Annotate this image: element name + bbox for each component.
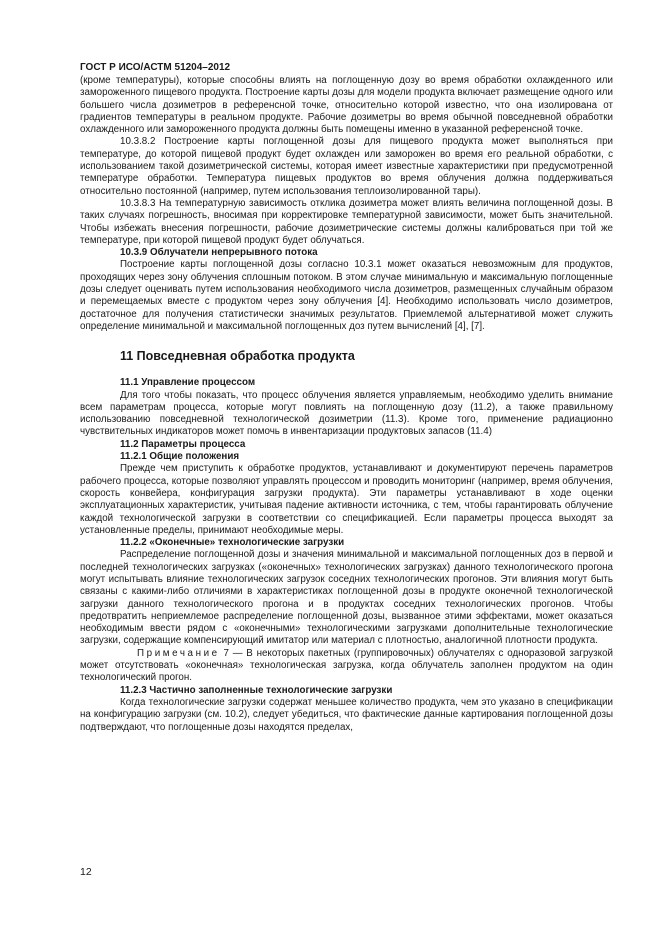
paragraph-10-3-8-2: 10.3.8.2 Построение карты поглощенной дозы для пищевого продукта может выполняться при температуре, до которой пищевой продукт будет охлажден или заморожен во время его реальной обработки, с использованием такой дозиметрической системы, которая имеет известные характеристики при предусмотренной температуре обработки. Температура пищевых продуктов во время облучения должна поддерживаться относительно постоянной (например, путем использования теплоизолированной тары).: [80, 136, 613, 197]
note-7: [80, 648, 613, 685]
paragraph-11-2-2: Распределение поглощенной дозы и значения минимальной и максимальной поглощенных доз в первой и последней технологических загрузках («оконечных» технологических загрузках) данного технологического прогона могут испытывать влияние технологических загрузок соседних технологических прогонов. Эти влияния могут быть связаны с какими-либо отличиями в характеристиках поглощенной дозы в продукте оконечной технологической загрузки данного технологического прогона и в продуктах соседних технологических прогонов. Чтобы предотвратить неприемлемое распределение поглощенной дозы, вызванное этими эффектами, может оказаться необходимым ввести рядом с «оконечными» технологическими загрузками дополнительные технологические загрузки, содержащие компенсирующий имитатор или материал с плотностью, аналогичной плотности продукта.: [80, 549, 613, 647]
paragraph-11-2-1: Прежде чем приступить к обработке продуктов, устанавливают и документируют перечень параметров рабочего процесса, которые позволяют управлять процессом и проводить мониторинг (например, время облучения, скорость конвейера, конфигурация загрузки продукта). Эти параметры устанавливают в ходе оценки эксплуатационных характеристик, учитывая падение активности источника, с тем, чтобы гарантировать облучение каждой технологической загрузки в соответствии со спецификацией. Если параметры процесса выходят за установленные пределы, принимают необходимые меры.: [80, 463, 613, 536]
heading-11-2-1: 11.2.1 Общие положения: [120, 451, 240, 463]
standard-header: ГОСТ Р ИСО/АСТМ 51204–2012: [80, 62, 231, 73]
note-text: 7 — В некоторых пакетных (группировочных) облучателях с одноразовой загрузкой может отсутствовать «оконечная» технологическая загрузка, когда облучатель заполнен продуктом на один технологический прогон.: [80, 647, 613, 684]
paragraph-11-2-3: Когда технологические загрузки содержат меньшее количество продукта, чем это указано в спецификации на конфигурацию загрузки (см. 10.2), следует убедиться, что фактические данные картирования поглощенной дозы подтверждают, что поглощенные дозы находятся пределах,: [80, 696, 613, 733]
paragraph-continuation: (кроме температуры), которые способны влиять на поглощенную дозу во время обработки охлажденного или замороженного пищевого продукта. Построение карты дозы для модели продукта включает размещение одного или большего числа дозиметров в референсной точке, относительно которой известно, что она изолирована от градиентов температуры в реальном продукте. Рабочие дозиметры во время обычной повседневной обработки охлажденного или замороженного продукта должны быть помещены именно в указанной референсной точке.: [80, 75, 613, 136]
note-label: Примечание: [137, 647, 220, 659]
heading-11-1: 11.1 Управление процессом: [120, 377, 256, 389]
heading-11-2-3: 11.2.3 Частично заполненные технологические загрузки: [120, 684, 393, 696]
paragraph-11-1: Для того чтобы показать, что процесс облучения является управляемым, необходимо уделить внимание всем параметрам процесса, которые могут повлиять на поглощенную дозу (11.2), а также правильному использованию повседневной технологической дозиметрии (11.3). Кроме того, применение радиационно чувствительных индикаторов может помочь в инвентаризации продуктовых запасов (11.4): [80, 389, 613, 438]
heading-10-3-9: 10.3.9 Облучатели непрерывного потока: [120, 247, 318, 259]
page-number: 12: [80, 866, 92, 878]
heading-11-2: 11.2 Параметры процесса: [120, 438, 246, 450]
paragraph-10-3-8-3: 10.3.8.3 На температурную зависимость отклика дозиметра может влиять величина поглощенной дозы. В таких случаях погрешность, вносимая при корректировке температурной зависимости, может быть значительной. Чтобы избежать внесения погрешности, рабочие дозиметрические системы должны калиброваться при той же температуре, при которой пищевой продукт будет облучаться.: [80, 197, 613, 246]
heading-11-2-2: 11.2.2 «Оконечные» технологические загрузки: [120, 537, 345, 549]
section-title-11: 11 Повседневная обработка продукта: [120, 349, 355, 364]
paragraph-10-3-9: Построение карты поглощенной дозы согласно 10.3.1 может оказаться невозможным для продуктов, проходящих через зону облучения сплошным потоком. В этом случае минимальную и максимальную поглощенные дозы следует оценивать путем использования необходимого числа дозиметров, размещенных случайным образом и перемещаемых вместе с продуктом через зону облучения [4]. Необходимо использовать число дозиметров, достаточное для получения статистически значимых результатов. Приемлемой альтернативой может служить определение минимальной и максимальной поглощенных доз путем вычислений [4], [7].: [80, 259, 613, 332]
